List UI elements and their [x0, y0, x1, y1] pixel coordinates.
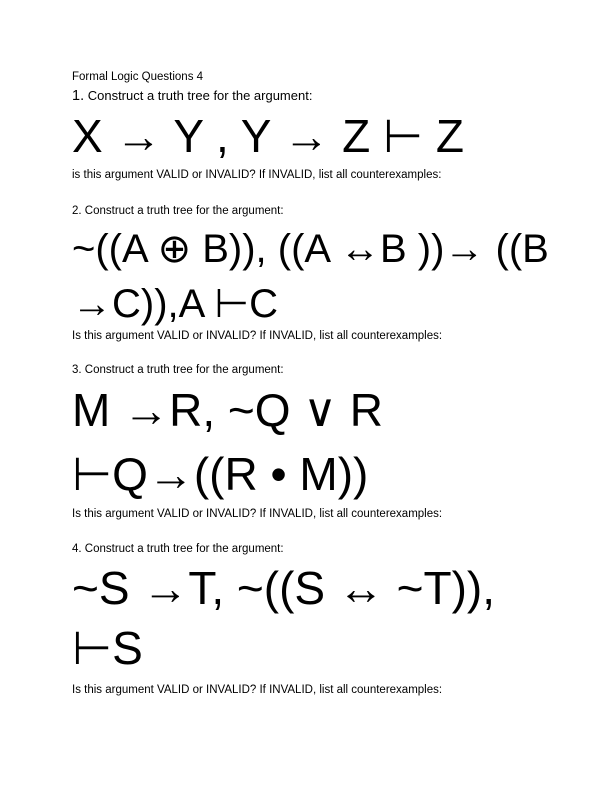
- question-2-formula-line-2: →C)),A ⊢C: [72, 282, 278, 326]
- question-1-formula: X → Y , Y → Z ⊢ Z: [72, 110, 465, 162]
- question-2-validity-question: Is this argument VALID or INVALID? If INVALID, list all counterexamples:: [72, 330, 443, 342]
- question-1-prompt: Construct a truth tree for the argument:: [87, 88, 313, 103]
- question-3-prompt: 3. Construct a truth tree for the argument:: [72, 364, 284, 376]
- question-3-formula-line-2: ⊢Q→((R • M)): [72, 448, 369, 500]
- question-3-validity-question: Is this argument VALID or INVALID? If INVALID, list all counterexamples:: [72, 508, 443, 520]
- question-2-prompt: 2. Construct a truth tree for the argument:: [72, 205, 284, 217]
- question-1-validity-question: is this argument VALID or INVALID? If INVALID, list all counterexamples:: [72, 169, 442, 181]
- document-header: Formal Logic Questions 4: [72, 71, 204, 83]
- question-4-prompt: 4. Construct a truth tree for the argument:: [72, 543, 284, 555]
- question-4-validity-question: Is this argument VALID or INVALID? If INVALID, list all counterexamples:: [72, 684, 443, 696]
- question-3-formula-line-1: M →R, ~Q ∨ R: [72, 384, 383, 436]
- question-1-number: 1.: [72, 88, 85, 104]
- question-1-heading: [72, 89, 312, 104]
- question-2-formula-line-1: ~((A ⊕ B)), ((A ↔B ))→ ((B: [72, 227, 549, 271]
- question-4-formula-line-1: ~S →T, ~((S ↔ ~T)),: [72, 562, 496, 614]
- question-4-formula-line-2: ⊢S: [72, 622, 143, 674]
